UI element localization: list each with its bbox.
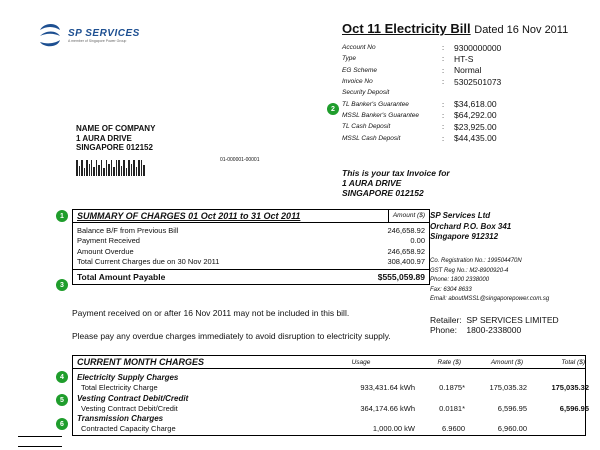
- total-label: Total Amount Payable: [77, 272, 166, 282]
- logo-name: SP SERVICES: [68, 27, 140, 39]
- charges-header: [73, 356, 585, 369]
- summary-row: [73, 236, 429, 247]
- info-label: Type: [342, 55, 356, 63]
- info-row: EG Scheme : Normal: [342, 65, 524, 76]
- summary-row: [73, 225, 429, 236]
- total-header: Total ($): [561, 358, 585, 366]
- charge-row: [73, 403, 589, 415]
- info-value: Normal: [454, 65, 482, 76]
- sp-email: Email: aboutMSSL@singaporepower.com.sg: [430, 296, 550, 302]
- postal-barcode: [76, 160, 172, 176]
- info-value: $23,925.00: [454, 121, 497, 132]
- amount-header: Amount ($): [388, 210, 425, 222]
- info-label: Security Deposit: [342, 89, 390, 97]
- bill-title-text: Oct 11 Electricity Bill: [342, 21, 471, 36]
- info-row: Type : HT-S: [342, 53, 524, 64]
- sp-services-address: [430, 211, 511, 243]
- company-logo: [36, 22, 140, 48]
- tax-invoice-address: [342, 168, 450, 198]
- sp-gst: GST Reg No.: M2-8900920-4: [430, 267, 509, 274]
- info-label: Invoice No: [342, 78, 373, 86]
- info-row: TL Banker's Guarantee : $34,618.00: [342, 98, 524, 109]
- charge-usage: 933,431.64 kWh: [360, 383, 415, 393]
- info-row: Invoice No : 5302501073: [342, 76, 524, 87]
- info-value: HT-S: [454, 53, 474, 64]
- summary-value: 0.00: [410, 236, 425, 246]
- charge-amount: 6,596.95: [497, 403, 527, 413]
- margin-rule: [18, 446, 62, 447]
- charge-rate: 6.9600: [442, 424, 465, 434]
- info-value: $34,618.00: [454, 99, 497, 110]
- total-amount-payable: [73, 269, 429, 284]
- tax-invoice-line: SINGAPORE 012152: [342, 188, 424, 198]
- info-label: TL Banker's Guarantee: [342, 100, 409, 108]
- info-label: Account No: [342, 44, 376, 52]
- info-value: 5302501073: [454, 76, 502, 87]
- account-info: [342, 42, 524, 144]
- info-value: $44,435.00: [454, 133, 497, 144]
- charge-amount: 6,960.00: [497, 424, 527, 434]
- step-badge: 5: [56, 394, 68, 406]
- address-line: NAME OF COMPANY: [76, 124, 156, 133]
- info-row: Account No : 9300000000: [342, 42, 524, 53]
- sp-city: Singapore 912312: [430, 232, 499, 241]
- address-line: 1 AURA DRIVE: [76, 133, 132, 143]
- payment-note: Payment received on or after 16 Nov 2011 may not be included in this bill.: [72, 308, 350, 318]
- charge-total: 6,596.95: [559, 403, 589, 413]
- tax-invoice-line: 1 AURA DRIVE: [342, 178, 402, 188]
- total-value: $555,059.89: [377, 272, 425, 282]
- summary-label: Balance B/F from Previous Bill: [77, 225, 179, 235]
- summary-header: [73, 210, 429, 223]
- charges-title: CURRENT MONTH CHARGES: [77, 357, 204, 367]
- retailer-phone: 1800-2338000: [466, 325, 522, 335]
- overdue-note: Please pay any overdue charges immediately to avoid disruption to electricity supply.: [72, 331, 391, 341]
- summary-value: 308,400.97: [387, 257, 425, 267]
- info-label: MSSL Cash Deposit: [342, 134, 401, 142]
- step-badge: 4: [56, 371, 68, 383]
- charge-rate: 0.0181*: [439, 403, 465, 413]
- charge-rate: 0.1875*: [439, 383, 465, 393]
- charge-desc: Vesting Contract Debit/Credit: [81, 403, 178, 413]
- sp-services-contact: [430, 257, 549, 305]
- retailer-info: [430, 315, 559, 335]
- rate-header: Rate ($): [437, 358, 461, 366]
- retailer-label: Retailer:: [430, 315, 462, 325]
- step-badge: 3: [56, 279, 68, 291]
- summary-row: [73, 257, 429, 268]
- section-title: Transmission Charges: [77, 414, 164, 423]
- info-label: TL Cash Deposit: [342, 123, 391, 131]
- charge-row: [73, 382, 589, 394]
- info-value: 9300000000: [454, 42, 502, 53]
- info-label: MSSL Banker's Guarantee: [342, 111, 419, 119]
- margin-rule: [18, 436, 62, 437]
- sp-swirl-icon: [36, 22, 64, 48]
- summary-value: 246,658.92: [387, 246, 425, 256]
- sp-phone: Phone: 1800 2338000: [430, 277, 490, 283]
- bill-date: Dated 16 Nov 2011: [474, 24, 569, 36]
- summary-value: 246,658.92: [387, 225, 425, 235]
- tax-invoice-title: This is your tax Invoice for: [342, 168, 450, 178]
- charge-total: 175,035.32: [551, 383, 589, 393]
- info-label: EG Scheme: [342, 66, 378, 74]
- summary-row: [73, 246, 429, 257]
- logo-tagline: A member of Singapore Power Group: [68, 38, 127, 43]
- amount-header: Amount ($): [490, 358, 523, 366]
- info-row: [342, 87, 524, 98]
- bill-title: [342, 21, 568, 36]
- info-row: MSSL Cash Deposit : $44,435.00: [342, 132, 524, 143]
- summary-title: SUMMARY OF CHARGES 01 Oct 2011 to 31 Oct 2011: [77, 211, 301, 221]
- sp-pobox: Orchard P.O. Box 341: [430, 221, 512, 231]
- sp-name: SP Services Ltd: [430, 211, 491, 220]
- step-badge: 2: [327, 103, 339, 115]
- summary-label: Amount Overdue: [77, 246, 134, 256]
- sp-fax: Fax: 6304 8633: [430, 286, 472, 293]
- info-value: $64,292.00: [454, 110, 497, 121]
- step-badge: 6: [56, 418, 68, 430]
- charge-desc: Total Electricity Charge: [81, 383, 158, 393]
- step-badge: 1: [56, 210, 68, 222]
- charge-usage: 364,174.66 kWh: [360, 403, 415, 413]
- info-row: MSSL Banker's Guarantee : $64,292.00: [342, 110, 524, 121]
- summary-label: Total Current Charges due on 30 Nov 2011: [77, 257, 220, 267]
- charge-row: [73, 423, 585, 435]
- charge-desc: Contracted Capacity Charge: [81, 424, 176, 434]
- summary-label: Payment Received: [77, 236, 140, 246]
- document-code: 01-000001-00001: [220, 157, 260, 163]
- retailer-name: SP SERVICES LIMITED: [466, 315, 559, 325]
- current-month-charges: [72, 355, 589, 436]
- sp-reg: Co. Registration No.: 199504470N: [430, 258, 522, 264]
- address-line: SINGAPORE 012152: [76, 143, 153, 152]
- retailer-phone-label: Phone:: [430, 325, 457, 335]
- info-row: TL Cash Deposit : $23,925.00: [342, 121, 524, 132]
- customer-address: [76, 124, 155, 153]
- charge-amount: 175,035.32: [489, 383, 527, 393]
- charge-usage: 1,000.00 kW: [372, 424, 415, 434]
- section-title: Vesting Contract Debit/Credit: [77, 393, 189, 403]
- summary-of-charges: [72, 209, 430, 285]
- section-title: Electricity Supply Charges: [77, 373, 179, 382]
- usage-header: Usage: [351, 358, 371, 366]
